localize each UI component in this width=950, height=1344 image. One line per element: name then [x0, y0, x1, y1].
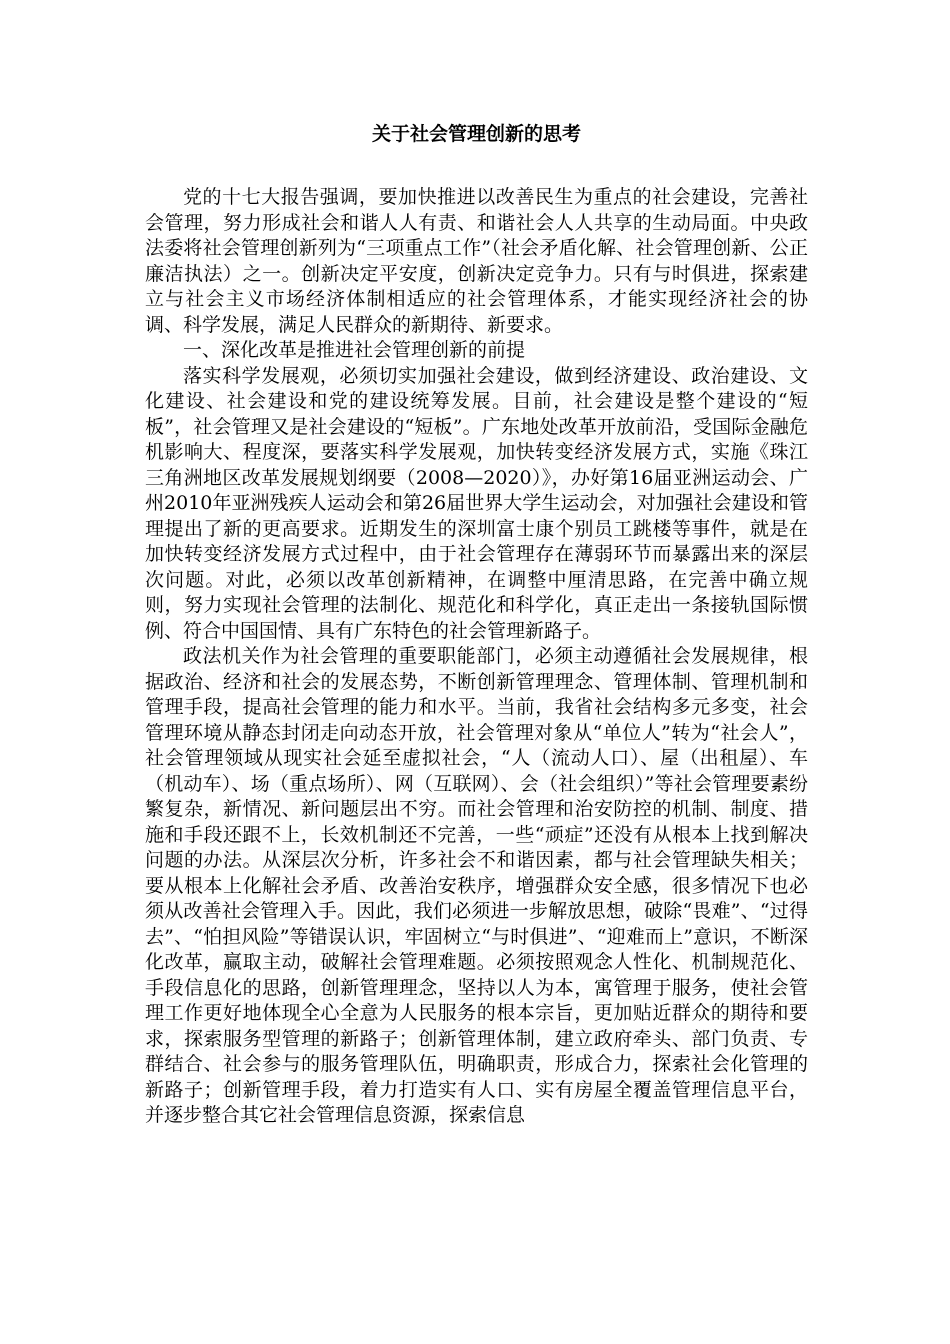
body-paragraph: 落实科学发展观，必须切实加强社会建设，做到经济建设、政治建设、文化建设、社会建设和党的建设统筹发展。目前，社会建设是整个建设的“短板”，社会管理又是社会建设的“短板”。广东地处改革开放前沿，受国际金融危机影响大、程度深，要落实科学发展观，加快转变经济发展方式，实施《珠江三角洲地区改革发展规划纲要（2008—2020）》，办好第16届亚洲运动会、广州2010年亚洲残疾人运动会和第26届世界大学生运动会，对加强社会建设和管理提出了新的更高要求。近期发生的深圳富士康个别员工跳楼等事件，就是在加快转变经济发展方式过程中，由于社会管理存在薄弱环节而暴露出来的深层次问题。对此，必须以改革创新精神，在调整中厘清思路，在完善中确立规则，努力实现社会管理的法制化、规范化和科学化，真正走出一条接轨国际惯例、符合中国国情、具有广东特色的社会管理新路子。 [145, 364, 808, 642]
document-title: 关于社会管理创新的思考 [371, 123, 581, 145]
section-heading: 一、深化改革是推进社会管理创新的前提 [183, 339, 526, 361]
document-body [145, 121, 808, 1129]
body-paragraph: 政法机关作为社会管理的重要职能部门，必须主动遵循社会发展规律，根据政治、经济和社会的发展态势，不断创新管理理念、管理体制、管理机制和管理手段，提高社会管理的能力和水平。当前，我省社会结构多元多变，社会管理环境从静态封闭走向动态开放，社会管理对象从“单位人”转为“社会人”，社会管理领域从现实社会延至虚拟社会，“人（流动人口）、屋（出租屋）、车（机动车）、场（重点场所）、网（互联网）、会（社会组织）”等社会管理要素纷繁复杂，新情况、新问题层出不穷。而社会管理和治安防控的机制、制度、措施和手段还跟不上，长效机制还不完善，一些“顽症”还没有从根本上找到解决问题的办法。从深层次分析，许多社会不和谐因素，都与社会管理缺失相关；要从根本上化解社会矛盾、改善治安秩序，增强群众安全感，很多情况下也必须从改善社会管理入手。因此，我们必须进一步解放思想，破除“畏难”、“过得去”、“怕担风险”等错误认识，牢固树立“与时俱进”、“迎难而上”意识，不断深化改革，赢取主动，破解社会管理难题。必须按照观念人性化、机制规范化、手段信息化的思路，创新管理理念，坚持以人为本，寓管理于服务，使社会管理工作更好地体现全心全意为人民服务的根本宗旨，更加贴近群众的期待和要求，探索服务型管理的新路子；创新管理体制，建立政府牵头、部门负责、专群结合、社会参与的服务管理队伍，明确职责，形成合力，探索社会化管理的新路子；创新管理手段，着力打造实有人口、实有房屋全覆盖管理信息平台，并逐步整合其它社会管理信息资源，探索信息 [145, 645, 808, 1126]
intro-paragraph: 党的十七大报告强调，要加快推进以改善民生为重点的社会建设，完善社会管理，努力形成社会和谐人人有责、和谐社会人人共享的生动局面。中央政法委将社会管理创新列为“三项重点工作”（社会矛盾化解、社会管理创新、公正廉洁执法）之一。创新决定平安度，创新决定竞争力。只有与时俱进，探索建立与社会主义市场经济体制相适应的社会管理体系，才能实现经济社会的协调、科学发展，满足人民群众的新期待、新要求。 [145, 186, 808, 336]
